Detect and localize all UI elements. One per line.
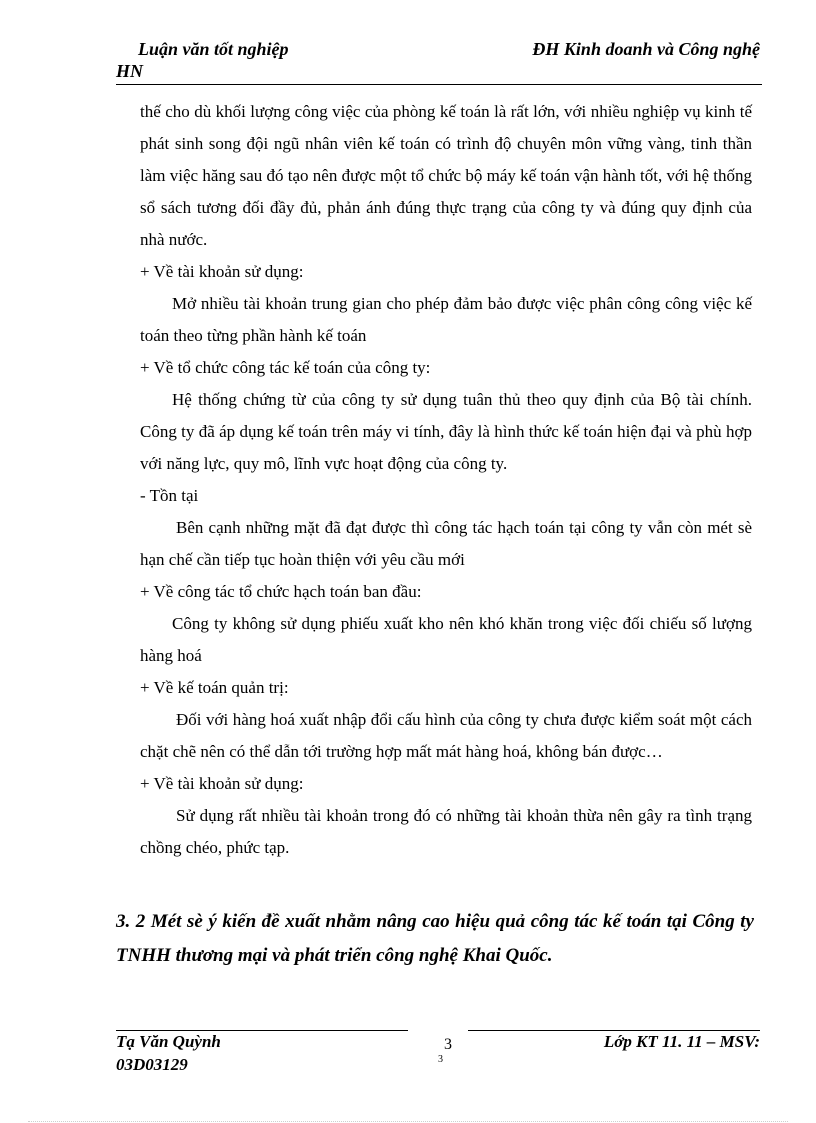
- page-number: 3: [444, 1036, 452, 1053]
- page-bottom-divider: [28, 1121, 788, 1122]
- header-university: ĐH Kinh doanh và Công nghệ: [532, 39, 760, 59]
- footer-rule-right: [468, 1030, 760, 1031]
- subheading-accounts-used-2: + Về tài khoản sử dụng:: [140, 774, 304, 793]
- section-heading: 3. 2 Mét sè ý kiến đề xuất nhằm nâng cao hiệu quả công tác kế toán tại Công ty TNHH thương mại và phát triển công nghệ Khai Quốc.: [116, 911, 754, 966]
- paragraph-4: Bên cạnh những mặt đã đạt được thì công tác hạch toán tại công ty vẫn còn mét sè hạn chế cần tiếp tục hoàn thiện với yêu cầu mới: [140, 518, 752, 569]
- paragraph-7: Sử dụng rất nhiều tài khoản trong đó có những tài khoản thừa nên gây ra tình trạng chồng chéo, phức tạp.: [140, 806, 752, 857]
- page-header: [116, 38, 762, 85]
- footer-class-info: Lớp KT 11. 11 – MSV:: [603, 1032, 760, 1051]
- page-number-sub: 3: [438, 1054, 443, 1065]
- paragraph-2: Mở nhiều tài khoản trung gian cho phép đảm bảo được việc phân công công việc kế toán theo từng phần hành kế toán: [140, 294, 752, 345]
- paragraph-3: Hệ thống chứng từ của công ty sử dụng tuân thủ theo quy định của Bộ tài chính. Công ty đã áp dụng kế toán trên máy vi tính, đây là hình thức kế toán hiện đại và phù hợp với năng lực, quy mô, lĩnh vực hoạt động của công ty.: [140, 390, 752, 473]
- footer-rule-left: [116, 1030, 408, 1031]
- page-body: [140, 96, 752, 864]
- footer-author: Tạ Văn Quỳnh: [116, 1032, 221, 1051]
- paragraph-6: Đối với hàng hoá xuất nhập đổi cấu hình của công ty chưa được kiểm soát một cách chặt chẽ nên có thể dẫn tới trường hợp mất mát hàng hoá, không bán được…: [140, 710, 752, 761]
- subheading-accounts-used: + Về tài khoản sử dụng:: [140, 262, 304, 281]
- header-thesis-title-cont: HN: [116, 61, 143, 81]
- subheading-management-accounting: + Về kế toán quản trị:: [140, 678, 289, 697]
- subheading-accounting-organization: + Về tổ chức công tác kế toán của công ty:: [140, 358, 431, 377]
- footer-student-id: 03D03129: [116, 1055, 188, 1074]
- subheading-initial-accounting: + Về công tác tổ chức hạch toán ban đầu:: [140, 582, 422, 601]
- paragraph-1: thế cho dù khối lượng công việc của phòng kế toán là rất lớn, với nhiều nghiệp vụ kinh tế phát sinh song đội ngũ nhân viên kế toán có trình độ chuyên môn vững vàng, tinh thần làm việc hăng sau đó tạo nên được một tổ chức bộ máy kế toán vận hành tốt, với hệ thống sổ sách tương đối đầy đủ, phản ánh đúng thực trạng của công ty và đúng quy định của nhà nước.: [140, 102, 752, 249]
- header-thesis-title: Luận văn tốt nghiệp: [138, 39, 289, 59]
- subheading-limitations: - Tồn tại: [140, 486, 199, 505]
- paragraph-5: Công ty không sử dụng phiếu xuất kho nên khó khăn trong việc đối chiếu số lượng hàng hoá: [140, 614, 752, 665]
